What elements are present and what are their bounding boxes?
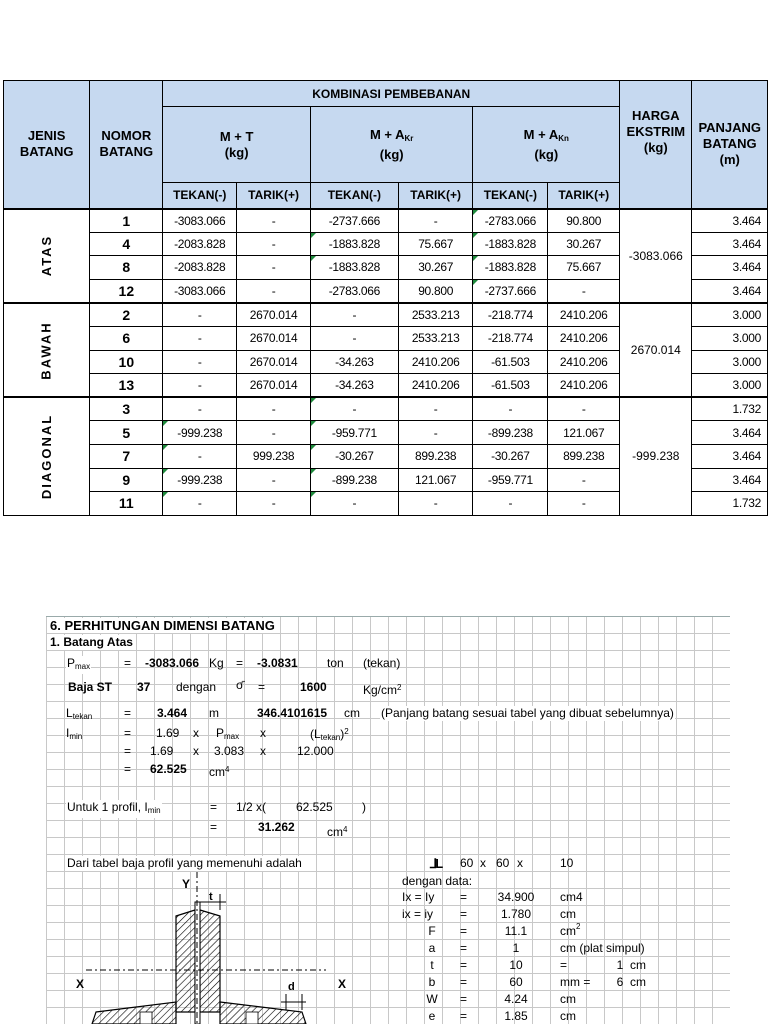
extreme-value: 2670.014 (620, 303, 692, 397)
batang-number: 3 (90, 397, 163, 421)
force-value-cell: -1883.828 (473, 256, 548, 280)
force-value-cell: 899.238 (548, 444, 620, 468)
prop-k: b (428, 975, 436, 989)
imin3-unit: $cm^4$ (209, 765, 230, 779)
force-value-cell: 2533.213 (398, 303, 473, 327)
prop-eq: = (460, 992, 468, 1006)
header-jenis: JENIS BATANG (4, 81, 90, 209)
force-value-cell: - (237, 209, 311, 233)
force-value-cell: 90.800 (398, 279, 473, 303)
prop-u: = (560, 958, 568, 972)
force-value-cell: 899.238 (398, 444, 473, 468)
force-value-cell: - (548, 397, 620, 421)
prop-v: 4.24 (504, 992, 528, 1006)
prop-u2: cm (630, 958, 646, 972)
dari-tabel-text: Dari tabel baja profil yang memenuhi adalah (67, 856, 302, 870)
ltekan-value: 3.464 (157, 706, 188, 720)
batang-number: 8 (90, 256, 163, 280)
batang-length: 3.000 (692, 326, 768, 350)
extreme-value: -999.238 (620, 397, 692, 515)
batang-length: 1.732 (692, 397, 768, 421)
force-value-cell: -1883.828 (310, 232, 398, 256)
ltekan-unit-cm: cm (344, 706, 360, 720)
imin-x2: x (260, 726, 266, 740)
force-value-cell: -34.263 (310, 350, 398, 374)
header-kombinasi: KOMBINASI PEMBEBANAN (163, 81, 620, 107)
double-angle-icon: ⅃L (430, 856, 442, 871)
profil-close: ) (362, 800, 366, 814)
prop-k: t (430, 958, 434, 972)
profile-x1: x (480, 856, 486, 870)
batang-number: 9 (90, 468, 163, 492)
force-value-cell: 2533.213 (398, 326, 473, 350)
profil-label: Untuk 1 profil, $I_{min}$ (66, 800, 162, 818)
imin-ltekan: $(L_{tekan})^2$ (310, 727, 349, 742)
table-body (4, 209, 768, 516)
profil2-eq: = (210, 820, 218, 834)
force-value-cell: -2737.666 (310, 209, 398, 233)
pmax-unit-ton: ton (327, 656, 344, 670)
baja-value: 1600 (300, 680, 327, 694)
profil-value: 62.525 (296, 800, 333, 814)
force-value-cell: -959.771 (310, 421, 398, 445)
prop-k: ix = iy (402, 907, 434, 921)
ltekan-label: $L_{tekan}$ (66, 706, 93, 721)
t-label: t (209, 891, 213, 903)
sigma-symbol: σ̄ (236, 678, 244, 692)
baja-eq: = (258, 680, 266, 694)
prop-v: 11.1 (504, 924, 528, 938)
prop-k: e (428, 1009, 436, 1023)
prop-u: cm (plat simpul) (560, 941, 645, 955)
force-value-cell: 2410.206 (548, 303, 620, 327)
header-harga-blank (620, 183, 692, 209)
group-label-bawah: BAWAH (4, 303, 90, 397)
prop-eq: = (460, 907, 468, 921)
batang-length: 3.464 (692, 279, 768, 303)
force-value-cell: 2410.206 (398, 374, 473, 398)
batang-number: 6 (90, 326, 163, 350)
force-value-cell: 2670.014 (237, 350, 311, 374)
header-tarik: TARIK(+) (237, 183, 311, 209)
prop-u: cm4 (560, 890, 583, 904)
imin-k: 1.69 (156, 726, 180, 740)
pmax-eq2: = (236, 656, 244, 670)
force-value-cell: - (237, 468, 311, 492)
ltekan-note: (Panjang batang sesuai tabel yang dibuat sebelumnya) (381, 706, 674, 720)
prop-eq: = (460, 924, 468, 938)
force-value-cell: - (163, 326, 237, 350)
force-value-cell: - (398, 421, 473, 445)
force-value-cell: - (310, 397, 398, 421)
force-value-cell: -2783.066 (473, 209, 548, 233)
force-value-cell: -2083.828 (163, 256, 237, 280)
group-label-diagonal: DIAGONAL (4, 397, 90, 515)
dengan-data: dengan data: (402, 874, 473, 888)
pmax-value-ton: -3.0831 (257, 656, 298, 670)
prop-eq: = (460, 1009, 468, 1023)
batang-number: 12 (90, 279, 163, 303)
batang-length: 3.464 (692, 232, 768, 256)
force-value-cell: 121.067 (398, 468, 473, 492)
section-title: 6. PERHITUNGAN DIMENSI BATANG (50, 618, 275, 633)
imin-eq: = (124, 726, 132, 740)
force-value-cell: -30.267 (473, 444, 548, 468)
profile-x2: x (517, 856, 523, 870)
force-value-cell: - (237, 232, 311, 256)
y-label: Y (182, 877, 191, 891)
table-row (4, 209, 768, 233)
force-value-cell: - (163, 374, 237, 398)
force-value-cell: -34.263 (310, 374, 398, 398)
force-value-cell: 90.800 (548, 209, 620, 233)
profile-c: 10 (560, 856, 574, 870)
imin3-eq: = (124, 762, 132, 776)
force-value-cell: - (398, 492, 473, 516)
prop-sup: 2 (576, 922, 581, 931)
force-value-cell: -218.774 (473, 303, 548, 327)
force-value-cell: -899.238 (473, 421, 548, 445)
force-value-cell: -30.267 (310, 444, 398, 468)
force-value-cell: - (548, 492, 620, 516)
prop-u: cm (560, 907, 576, 921)
batang-number: 7 (90, 444, 163, 468)
prop-k: F (428, 924, 436, 938)
force-value-cell: -899.238 (310, 468, 398, 492)
prop-eq: = (460, 890, 468, 904)
ltekan-value-cm: 346.4101615 (257, 706, 328, 720)
d-label: d (288, 981, 295, 993)
batang-length: 1.732 (692, 492, 768, 516)
profile-b: 60 (496, 856, 510, 870)
force-value-cell: -999.238 (163, 421, 237, 445)
table-row (4, 303, 768, 327)
force-value-cell: - (310, 303, 398, 327)
imin-x1: x (193, 726, 199, 740)
force-value-cell: - (237, 492, 311, 516)
batang-length: 3.464 (692, 256, 768, 280)
force-value-cell: -1883.828 (473, 232, 548, 256)
baja-unit: $Kg/cm^2$ (363, 683, 402, 697)
load-combination-table (3, 80, 768, 516)
force-value-cell: -61.503 (473, 350, 548, 374)
imin2-x2: x (260, 744, 266, 758)
force-value-cell: -959.771 (473, 468, 548, 492)
batang-length: 3.464 (692, 468, 768, 492)
force-value-cell: - (163, 397, 237, 421)
force-value-cell: 30.267 (398, 256, 473, 280)
imin2-eq: = (124, 744, 132, 758)
header-tekan: TEKAN(-) (163, 183, 237, 209)
force-value-cell: -61.503 (473, 374, 548, 398)
prop-v2: 6 (616, 975, 624, 989)
imin2-p: 3.083 (214, 744, 245, 758)
imin2-l: 12.000 (297, 744, 334, 758)
prop-u: mm = (560, 975, 591, 989)
batang-length: 3.464 (692, 209, 768, 233)
force-value-cell: - (398, 397, 473, 421)
batang-length: 3.000 (692, 303, 768, 327)
right-angle-flange (220, 1002, 306, 1024)
batang-length: 3.000 (692, 374, 768, 398)
pmax-eq: = (124, 656, 132, 670)
batang-number: 10 (90, 350, 163, 374)
imin2-x1: x (193, 744, 199, 758)
prop-v2: 1 (616, 958, 624, 972)
pmax-value: -3083.066 (145, 656, 200, 670)
profile-a: 60 (460, 856, 474, 870)
group-label-atas: ATAS (4, 209, 90, 303)
force-value-cell: - (163, 350, 237, 374)
header-tarik: TARIK(+) (398, 183, 473, 209)
force-value-cell: - (473, 492, 548, 516)
ltekan-eq: = (124, 706, 132, 720)
batang-number: 5 (90, 421, 163, 445)
force-value-cell: - (473, 397, 548, 421)
header-nomor: NOMOR BATANG (90, 81, 163, 209)
force-value-cell: - (163, 492, 237, 516)
force-value-cell: 2410.206 (548, 326, 620, 350)
pmax-label: $P_{max}$ (66, 656, 91, 674)
prop-eq: = (460, 941, 468, 955)
batang-number: 2 (90, 303, 163, 327)
header-mt: M + T (kg) (163, 107, 311, 183)
batang-number: 1 (90, 209, 163, 233)
profil2-value: 31.262 (258, 820, 295, 834)
left-angle-flange (92, 1002, 176, 1024)
header-tekan: TEKAN(-) (310, 183, 398, 209)
force-value-cell: -1883.828 (310, 256, 398, 280)
force-value-cell: -2783.066 (310, 279, 398, 303)
force-value-cell: 999.238 (237, 444, 311, 468)
batang-length: 3.000 (692, 350, 768, 374)
baja-label: Baja ST (68, 680, 113, 694)
prop-v: 60 (509, 975, 523, 989)
prop-u: cm (560, 992, 576, 1006)
prop-k: a (428, 941, 436, 955)
force-value-cell: -218.774 (473, 326, 548, 350)
profil-frac: 1/2 (236, 800, 253, 814)
profil-eq: = (210, 800, 218, 814)
batang-number: 4 (90, 232, 163, 256)
calculation-sheet (46, 616, 730, 1024)
imin-label: $I_{min}$ (66, 726, 83, 741)
double-angle-section-figure (66, 872, 386, 1024)
prop-v: 1.780 (500, 907, 532, 921)
force-value-cell: -3083.066 (163, 209, 237, 233)
batang-length: 3.464 (692, 421, 768, 445)
extreme-value: -3083.066 (620, 209, 692, 303)
prop-v: 1 (512, 941, 520, 955)
force-value-cell: - (548, 468, 620, 492)
profil2-unit: $cm^4$ (327, 825, 348, 839)
header-panjang: PANJANG BATANG (m) (692, 81, 768, 209)
force-value-cell: -2737.666 (473, 279, 548, 303)
prop-v: 10 (509, 958, 523, 972)
prop-u: cm (560, 1009, 576, 1023)
prop-v: 1.85 (504, 1009, 528, 1023)
force-value-cell: -2083.828 (163, 232, 237, 256)
x-left-label: X (76, 977, 85, 991)
force-value-cell: - (163, 444, 237, 468)
force-value-cell: 2410.206 (548, 350, 620, 374)
header-tarik: TARIK(+) (548, 183, 620, 209)
imin2-k: 1.69 (150, 744, 174, 758)
force-value-cell: -3083.066 (163, 279, 237, 303)
header-mak-r: $M + A_{Kr}$ (kg) (310, 107, 473, 183)
batang-number: 13 (90, 374, 163, 398)
force-value-cell: 75.667 (398, 232, 473, 256)
force-value-cell: - (548, 279, 620, 303)
force-value-cell: - (237, 256, 311, 280)
imin-pmax: $P_{max}$ (216, 726, 240, 741)
table-row (4, 397, 768, 421)
baja-dengan: dengan (176, 680, 217, 694)
force-value-cell: 2410.206 (548, 374, 620, 398)
header-tekan: TEKAN(-) (473, 183, 548, 209)
imin3-value: 62.525 (150, 762, 187, 776)
batang-number: 11 (90, 492, 163, 516)
prop-k: Ix = Iy (402, 890, 435, 904)
force-value-cell: 2670.014 (237, 326, 311, 350)
force-value-cell: 2670.014 (237, 374, 311, 398)
force-value-cell: - (310, 492, 398, 516)
right-angle-leg (200, 910, 220, 1012)
prop-v: 34.900 (497, 890, 535, 904)
prop-k: W (426, 992, 438, 1006)
force-value-cell: - (398, 209, 473, 233)
prop-eq: = (460, 975, 468, 989)
force-value-cell: 75.667 (548, 256, 620, 280)
ltekan-unit: m (209, 706, 219, 720)
baja-grade: 37 (137, 680, 151, 694)
prop-u: cm (560, 924, 576, 938)
force-value-cell: 30.267 (548, 232, 620, 256)
gusset-plate (195, 902, 200, 1024)
subsection-title: 1. Batang Atas (50, 635, 133, 649)
force-value-cell: - (163, 303, 237, 327)
profil-x: x( (256, 800, 266, 814)
batang-length: 3.464 (692, 444, 768, 468)
x-right-label: X (338, 977, 347, 991)
force-value-cell: - (237, 421, 311, 445)
prop-eq: = (460, 958, 468, 972)
header-mak-n: $M + A_{Kn}$ (kg) (473, 107, 620, 183)
force-value-cell: -999.238 (163, 468, 237, 492)
pmax-note: (tekan) (363, 656, 401, 670)
force-value-cell: 121.067 (548, 421, 620, 445)
force-value-cell: - (310, 326, 398, 350)
force-value-cell: - (237, 279, 311, 303)
header-harga: HARGA EKSTRIM (kg) (620, 81, 692, 183)
prop-u2: cm (630, 975, 646, 989)
force-value-cell: - (237, 397, 311, 421)
pmax-unit: Kg (209, 656, 224, 670)
force-value-cell: 2670.014 (237, 303, 311, 327)
force-value-cell: 2410.206 (398, 350, 473, 374)
left-angle-leg (176, 910, 195, 1012)
